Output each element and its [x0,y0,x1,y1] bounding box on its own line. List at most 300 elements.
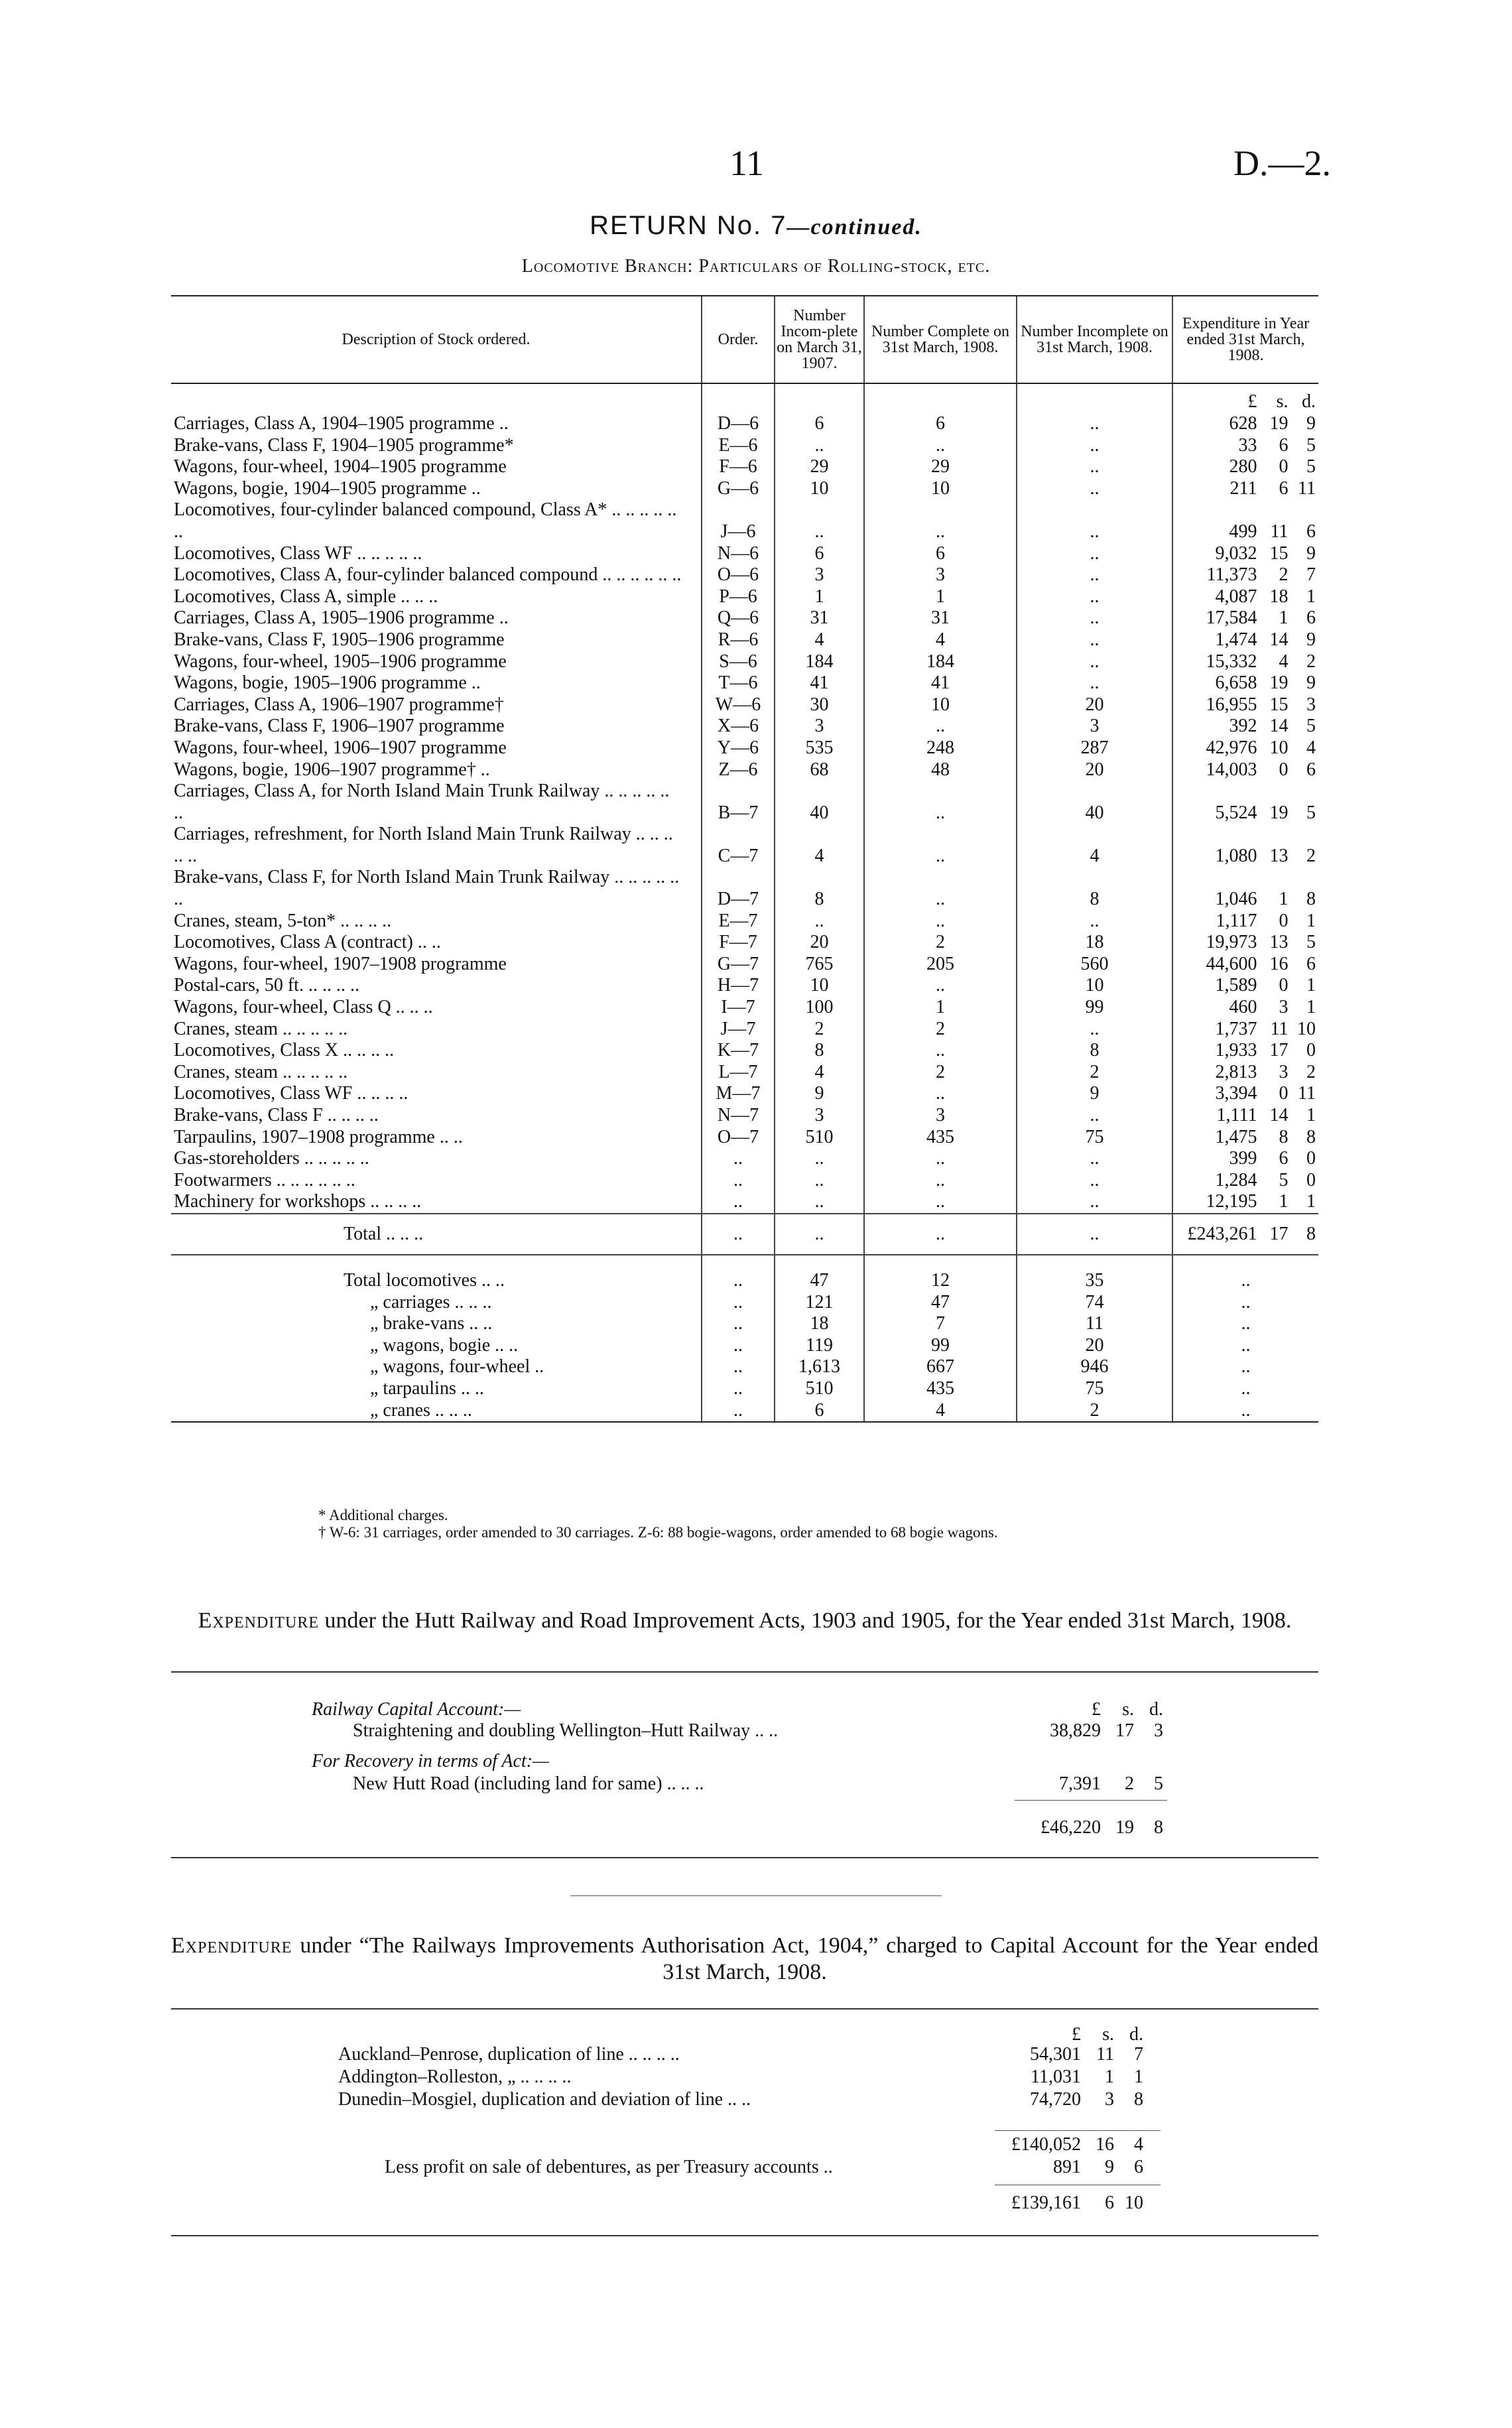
row-incomplete-1908: .. [1017,456,1172,478]
rai-item-money [995,2067,1143,2088]
row-pence: 8 [1306,1126,1316,1147]
row-order: W—6 [702,694,775,716]
row-complete-1908: .. [864,781,1017,824]
rai-unit-pounds: £ [1072,2024,1081,2045]
rai-less-shillings: 9 [1105,2157,1114,2177]
rai-item-pence: 1 [1134,2067,1143,2087]
summary-complete-1908: 12 [864,1270,1017,1292]
row-incomplete-1907: 6 [775,543,864,565]
row-expenditure [1172,824,1318,867]
table-row [171,586,1318,608]
footnote-amended: † W-6: 31 carriages, order amended to 30 carriages. Z-6: 88 bogie-wagons, order amended to 68 bogie wagons. [318,1524,998,1541]
row-order: B—7 [702,781,775,824]
row-incomplete-1908: .. [1017,1019,1172,1041]
document-code: D.—2. [1233,143,1331,183]
row-pounds: 1,284 [1215,1169,1257,1190]
row-order: Q—6 [702,607,775,629]
col-header-incomplete-1908: Number Incomplete on 31st March, 1908. [1017,296,1172,383]
row-shillings: 1 [1279,889,1289,910]
row-incomplete-1908: 75 [1017,1127,1172,1149]
summary-incomplete-1907: 121 [775,1292,864,1314]
row-shillings: 0 [1279,759,1289,780]
row-money [1176,759,1316,781]
row-order: R—6 [702,629,775,651]
summary-complete-1908: 4 [864,1400,1017,1423]
row-order: E—6 [702,435,775,457]
row-money [1176,435,1316,457]
table-row [171,716,1318,737]
table-body [171,383,1318,1422]
row-pounds: 399 [1229,1148,1257,1169]
hutt-item1-amount [1015,1720,1163,1742]
row-order: C—7 [702,824,775,867]
rai-item-shillings: 11 [1096,2044,1114,2065]
row-expenditure [1172,413,1318,435]
row-money [1176,889,1316,911]
row-incomplete-1908: 287 [1017,737,1172,759]
row-shillings: 6 [1279,434,1289,456]
summary-incomplete-1908: 2 [1017,1400,1172,1423]
row-money [1176,802,1316,824]
summary-expenditure: .. [1172,1313,1318,1335]
summary-label: „ wagons, bogie .. .. [370,1334,519,1356]
row-description: Tarpaulins, 1907–1908 programme .. .. [174,1126,463,1147]
rai-less-pence: 6 [1134,2157,1143,2177]
row-expenditure [1172,672,1318,694]
summary-complete-1908: 7 [864,1313,1017,1335]
hutt-item2-amount [1015,1773,1163,1795]
row-pounds: 9,032 [1215,543,1257,564]
total-label: Total .. .. .. [171,1214,702,1255]
row-complete-1908: 41 [864,672,1017,694]
row-expenditure [1172,629,1318,651]
rai-less-pounds: 891 [1053,2157,1081,2177]
row-order: E—7 [702,911,775,932]
row-complete-1908: 3 [864,1105,1017,1127]
row-pence: 9 [1306,543,1316,564]
rai-item-amount [995,2089,1143,2110]
row-pence: 8 [1306,889,1316,910]
total-expenditure [1172,1214,1318,1255]
row-pence: 2 [1306,1061,1316,1082]
summary-order: .. [702,1335,775,1357]
row-incomplete-1908: .. [1017,607,1172,629]
unit-shillings: s. [1276,391,1289,413]
row-shillings: 14 [1269,1105,1289,1125]
total-pence: 8 [1306,1223,1316,1244]
row-order: F—7 [702,932,775,954]
row-pounds: 1,117 [1216,910,1257,931]
row-incomplete-1907: 765 [775,954,864,976]
table-row [171,781,1318,824]
row-incomplete-1908: .. [1017,499,1172,543]
row-complete-1908: .. [864,499,1017,543]
rai-subtotal-pence: 4 [1134,2134,1143,2155]
row-pounds: 1,737 [1215,1018,1257,1039]
row-complete-1908: 1 [864,997,1017,1019]
row-complete-1908: 4 [864,629,1017,651]
summary-complete-1908: 667 [864,1356,1017,1378]
row-money [1176,694,1316,716]
row-shillings: 11 [1270,521,1289,542]
hutt-unit-pence: d. [1149,1699,1163,1720]
row-pence: 4 [1306,737,1316,758]
row-description: Brake-vans, Class F, 1905–1906 programme [174,629,505,650]
row-shillings: 6 [1279,478,1289,499]
table-row [171,694,1318,716]
return-continued: —continued. [787,215,922,239]
row-description: Wagons, four-wheel, 1906–1907 programme [174,737,507,758]
row-pounds: 280 [1229,456,1257,478]
row-money [1176,997,1316,1019]
row-pence: 3 [1306,694,1316,715]
table-row [171,1170,1318,1192]
row-money [1176,846,1316,867]
row-incomplete-1908: .. [1017,478,1172,500]
return-subtitle: Locomotive Branch: Particulars of Rolling-stock, etc. [521,256,991,277]
row-complete-1908: .. [864,716,1017,737]
row-complete-1908: 6 [864,543,1017,565]
row-expenditure [1172,759,1318,781]
table-row [171,824,1318,867]
row-pounds: 392 [1229,716,1257,737]
row-incomplete-1908: .. [1017,586,1172,608]
row-expenditure [1172,716,1318,737]
row-shillings: 0 [1279,975,1289,996]
hutt-heading-rest: under the Hutt Railway and Road Improvement Acts, 1903 and 1905, for the Year ended 31st March, 1908. [319,1608,1292,1633]
row-order: O—6 [702,564,775,586]
row-order: I—7 [702,997,775,1019]
rai-subtotal-shillings: 16 [1096,2134,1114,2155]
row-incomplete-1908: 10 [1017,975,1172,997]
row-shillings: 18 [1269,586,1289,607]
table-row [171,629,1318,651]
row-money [1176,413,1316,435]
row-incomplete-1907: 184 [775,651,864,673]
row-order: J—7 [702,1019,775,1041]
row-complete-1908: 1 [864,586,1017,608]
row-incomplete-1908: .. [1017,1191,1172,1214]
summary-complete-1908: 47 [864,1292,1017,1314]
row-complete-1908: 48 [864,759,1017,781]
row-expenditure [1172,867,1318,910]
row-incomplete-1907: 29 [775,456,864,478]
row-pounds: 17,584 [1206,607,1257,629]
row-incomplete-1908: .. [1017,435,1172,457]
row-shillings: 14 [1269,716,1289,737]
hutt-item1-pence: 3 [1154,1720,1163,1741]
row-complete-1908: 248 [864,737,1017,759]
row-description: Locomotives, Class A, simple .. .. .. [174,586,438,607]
table-row [171,478,1318,500]
row-pence: 1 [1306,586,1316,607]
row-pence: 6 [1306,953,1316,974]
row-pence: 11 [1298,478,1316,499]
table-row [171,543,1318,565]
row-order: D—7 [702,867,775,910]
row-description: Locomotives, four-cylinder balanced compound, Class A* .. .. .. .. .. .. [174,499,677,542]
row-incomplete-1908: 8 [1017,1040,1172,1062]
row-description: Wagons, bogie, 1906–1907 programme† .. [174,759,490,780]
row-expenditure [1172,911,1318,932]
summary-order: .. [702,1356,775,1378]
row-incomplete-1908: .. [1017,911,1172,932]
row-expenditure [1172,1019,1318,1041]
row-shillings: 2 [1279,564,1289,586]
spacer-row [171,1255,1318,1270]
hutt-heading-sc: Expenditure [198,1608,319,1633]
row-pounds: 33 [1238,434,1257,456]
row-pounds: 211 [1229,478,1257,499]
row-expenditure [1172,1148,1318,1170]
table-row [171,435,1318,457]
summary-row [171,1400,1318,1423]
row-money [1176,737,1316,759]
row-incomplete-1907: .. [775,1191,864,1214]
rai-bottom-rule [171,2235,1318,2236]
rai-item-label: Auckland–Penrose, duplication of line .. .. .. .. [338,2044,680,2065]
row-incomplete-1908: 20 [1017,694,1172,716]
row-complete-1908: .. [864,867,1017,910]
summary-row [171,1356,1318,1378]
table-row [171,1127,1318,1149]
row-expenditure [1172,564,1318,586]
row-order: N—7 [702,1105,775,1127]
row-pence: 2 [1306,651,1316,672]
row-pence: 5 [1306,716,1316,737]
row-pence: 1 [1306,1105,1316,1125]
table-row [171,651,1318,673]
row-money [1176,1127,1316,1149]
row-order: O—7 [702,1127,775,1149]
row-expenditure [1172,1170,1318,1192]
row-incomplete-1907: 41 [775,672,864,694]
row-shillings: 16 [1269,953,1289,974]
table-row [171,1019,1318,1041]
rai-subtotal-pounds: £140,052 [1011,2134,1081,2155]
row-incomplete-1908: 560 [1017,954,1172,976]
row-incomplete-1908: .. [1017,629,1172,651]
hutt-item1-shillings: 17 [1115,1720,1134,1741]
table-row [171,564,1318,586]
summary-complete-1908: 99 [864,1335,1017,1357]
row-incomplete-1908: .. [1017,413,1172,435]
row-expenditure [1172,932,1318,954]
row-expenditure [1172,651,1318,673]
rai-item-money [995,2089,1143,2110]
row-order: .. [702,1148,775,1170]
row-incomplete-1907: 30 [775,694,864,716]
summary-row [171,1292,1318,1314]
row-pounds: 1,475 [1215,1126,1257,1147]
row-shillings: 0 [1279,1083,1289,1104]
rolling-stock-table [171,295,1318,1423]
rai-heading-sc: Expenditure [171,1933,292,1958]
hutt-total-pounds: £46,220 [1040,1817,1101,1838]
row-incomplete-1907: 4 [775,824,864,867]
hutt-units [1015,1699,1163,1720]
total-pounds: £243,261 [1187,1223,1257,1244]
rai-item-pence: 7 [1134,2044,1143,2065]
table-header [171,296,1318,383]
row-incomplete-1907: 100 [775,997,864,1019]
row-expenditure [1172,1191,1318,1214]
row-money [1176,1083,1316,1105]
row-money [1176,521,1316,543]
row-incomplete-1908: .. [1017,1105,1172,1127]
col-header-expenditure: Expenditure in Year ended 31st March, 1908. [1172,296,1318,383]
row-incomplete-1907: 9 [775,1083,864,1105]
row-description: Wagons, bogie, 1904–1905 programme .. [174,478,481,499]
row-complete-1908: 6 [864,413,1017,435]
row-shillings: 13 [1269,845,1289,866]
row-description: Gas-storeholders .. .. .. .. .. [174,1148,369,1169]
total-row [171,1214,1318,1255]
row-pence: 0 [1306,1148,1316,1169]
row-order: P—6 [702,586,775,608]
row-expenditure [1172,607,1318,629]
row-description: Wagons, four-wheel, 1904–1905 programme [174,456,507,478]
row-pounds: 1,589 [1215,975,1257,996]
summary-row [171,1313,1318,1335]
row-shillings: 3 [1279,997,1289,1018]
row-money [1176,932,1316,954]
total-shillings: 17 [1269,1223,1289,1244]
row-complete-1908: .. [864,911,1017,932]
total-money [1176,1224,1316,1246]
table-row [171,456,1318,478]
total-incomplete-1908: .. [1017,1214,1172,1255]
row-shillings: 1 [1279,1191,1289,1212]
unit-pounds: £ [1247,391,1257,413]
summary-order: .. [702,1400,775,1423]
hutt-total-shillings: 19 [1115,1817,1134,1838]
row-order: .. [702,1191,775,1214]
row-description: Locomotives, Class WF .. .. .. .. [174,1083,409,1104]
rai-less-amount [995,2157,1143,2178]
unit-pence: d. [1302,391,1316,413]
row-description: Footwarmers .. .. .. .. .. .. [174,1169,355,1190]
row-money [1176,1170,1316,1192]
row-pounds: 11,373 [1206,564,1257,586]
rai-item-shillings: 1 [1105,2067,1114,2087]
rai-units [995,2024,1143,2045]
row-shillings: 19 [1269,672,1289,694]
row-shillings: 4 [1279,651,1289,672]
col-header-complete-1908: Number Complete on 31st March, 1908. [864,296,1017,383]
total-complete-1908: .. [864,1214,1017,1255]
row-pence: 0 [1306,1040,1316,1061]
row-complete-1908: 2 [864,1062,1017,1084]
summary-incomplete-1907: 119 [775,1335,864,1357]
table-row [171,975,1318,997]
row-incomplete-1908: .. [1017,651,1172,673]
row-description: Brake-vans, Class F, 1906–1907 programme [174,716,505,737]
rai-unit-pence: d. [1129,2024,1143,2045]
row-money [1176,478,1316,500]
row-pence: 1 [1306,1191,1316,1212]
row-complete-1908: 205 [864,954,1017,976]
total-incomplete-1907: .. [775,1214,864,1255]
row-money [1176,1105,1316,1127]
row-description: Carriages, refreshment, for North Island Main Trunk Railway .. .. .. .. .. [174,824,673,866]
row-expenditure [1172,543,1318,565]
row-order: X—6 [702,716,775,737]
row-shillings: 8 [1279,1126,1289,1147]
table-row [171,954,1318,976]
row-complete-1908: .. [864,435,1017,457]
table-row [171,1191,1318,1214]
row-incomplete-1907: 4 [775,1062,864,1084]
row-order: G—6 [702,478,775,500]
row-pounds: 1,111 [1216,1105,1257,1125]
row-order: J—6 [702,499,775,543]
row-money [1176,629,1316,651]
row-incomplete-1908: 20 [1017,759,1172,781]
summary-row [171,1270,1318,1292]
row-complete-1908: 184 [864,651,1017,673]
row-complete-1908: 2 [864,1019,1017,1041]
row-money [1176,651,1316,673]
row-shillings: 1 [1279,607,1289,629]
row-incomplete-1907: .. [775,499,864,543]
row-pounds: 628 [1229,413,1257,434]
hutt-top-rule [171,1671,1318,1673]
row-shillings: 10 [1269,737,1289,758]
summary-order: .. [702,1270,775,1292]
row-incomplete-1908: .. [1017,564,1172,586]
hutt-item2: New Hutt Road (including land for same) .. .. .. [353,1773,704,1794]
row-description: Cranes, steam .. .. .. .. .. [174,1018,348,1039]
row-incomplete-1908: 9 [1017,1083,1172,1105]
table-row [171,607,1318,629]
row-pounds: 6,658 [1215,672,1257,694]
table-row [171,759,1318,781]
rai-sum-rule [995,2130,1161,2131]
row-description: Brake-vans, Class F, for North Island Main Trunk Railway .. .. .. .. .. .. [174,867,680,910]
row-pence: 6 [1306,521,1316,542]
rai-heading [171,1933,1318,1986]
row-complete-1908: 10 [864,694,1017,716]
row-order: M—7 [702,1083,775,1105]
hutt-heading [171,1608,1318,1634]
row-expenditure [1172,456,1318,478]
table-row [171,1105,1318,1127]
row-order: H—7 [702,975,775,997]
table-row [171,867,1318,910]
row-pence: 0 [1306,1169,1316,1190]
summary-expenditure: .. [1172,1378,1318,1400]
row-pence: 9 [1306,672,1316,694]
summary-order: .. [702,1313,775,1335]
row-incomplete-1907: 40 [775,781,864,824]
row-expenditure [1172,737,1318,759]
summary-row [171,1335,1318,1357]
summary-label: „ cranes .. .. .. [171,1400,702,1423]
row-order: .. [702,1170,775,1192]
row-pence: 9 [1306,413,1316,434]
row-pence: 5 [1306,456,1316,478]
row-incomplete-1908: .. [1017,1170,1172,1192]
row-shillings: 3 [1279,1061,1289,1082]
row-pence: 5 [1306,932,1316,953]
row-expenditure [1172,1127,1318,1149]
row-pence: 5 [1306,802,1316,823]
row-incomplete-1907: 3 [775,564,864,586]
row-description: Locomotives, Class A (contract) .. .. [174,932,441,953]
table-row [171,1148,1318,1170]
row-incomplete-1907: 535 [775,737,864,759]
